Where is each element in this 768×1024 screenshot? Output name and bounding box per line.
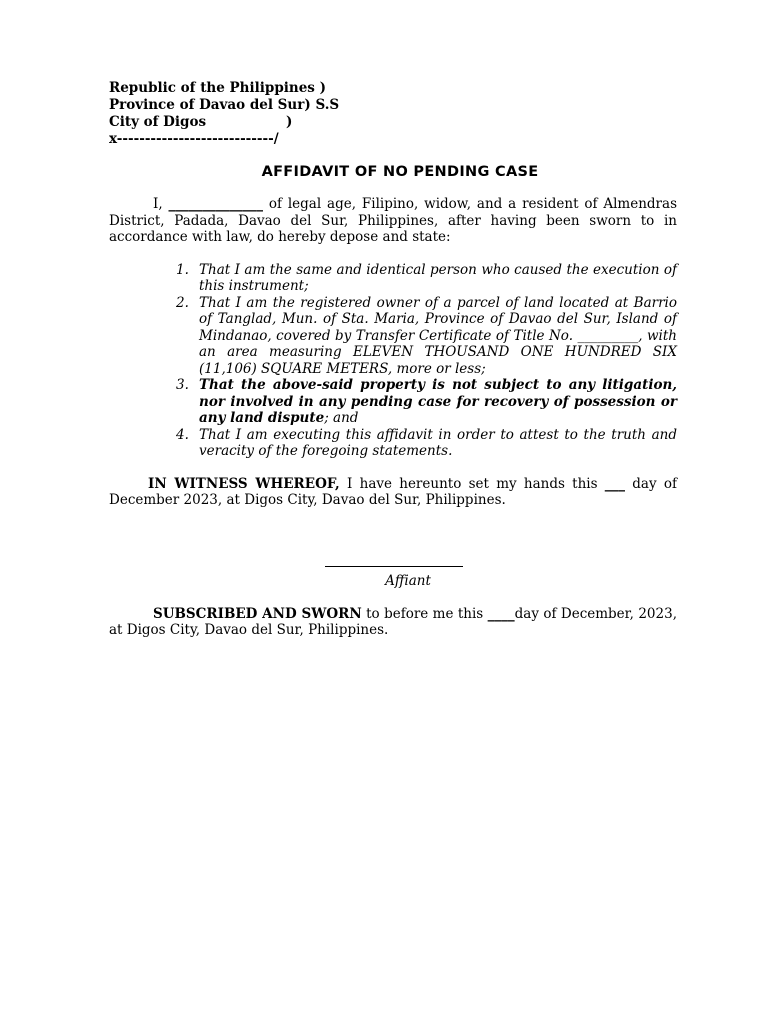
clause-text: That I am executing this affidavit in order to attest to the truth and veracity of the foregoing statements. <box>199 426 677 459</box>
jurat-text: to before me this <box>361 605 488 622</box>
document-title: AFFIDAVIT OF NO PENDING CASE <box>261 164 539 180</box>
venue-line-city: City of Digos ) <box>109 114 293 130</box>
clause-text: ; and <box>324 410 359 426</box>
affiant-label: Affiant <box>385 572 431 589</box>
witness-paragraph <box>109 476 677 509</box>
clause-text: That I am the same and identical person who caused the execution of this instrument; <box>199 261 677 294</box>
clause-number: 1. <box>176 261 189 278</box>
clause-number: 4. <box>176 426 189 443</box>
intro-prefix: I, <box>153 196 169 212</box>
clause-bold-text: That the above-said property is not subject to any litigation, nor involved in any pending case for recovery of possession or any land dispute <box>199 377 677 426</box>
jurat-text-end: day of December, 2023, at Digos City, Davao del Sur, Philippines. <box>109 605 677 638</box>
clause-item <box>109 262 677 295</box>
venue-line-separator: x----------------------------/ <box>109 131 279 147</box>
witness-text: I have hereunto set my hands this <box>339 475 605 492</box>
clause-list <box>109 262 677 460</box>
clause-item <box>109 295 677 378</box>
signature-line <box>325 558 463 567</box>
jurat-day-blank: ____ <box>487 605 515 622</box>
jurat-paragraph <box>109 606 677 639</box>
day-blank: ___ <box>604 475 626 492</box>
affiant-name-blank: ______________ <box>168 196 263 212</box>
intro-text: of legal age, Filipino, widow, and a resident of Almendras District, Padada, Davao del Sur, Philippines, after having been sworn to in accordance with law, do hereby depose and state: <box>109 196 677 245</box>
venue-line-republic: Republic of the Philippines ) <box>109 80 326 96</box>
jurat-lead: SUBSCRIBED AND SWORN <box>153 605 362 622</box>
venue-block <box>109 80 677 148</box>
intro-paragraph <box>109 196 677 246</box>
clause-item <box>109 427 677 460</box>
clause-number: 2. <box>176 294 189 311</box>
clause-item <box>109 377 677 427</box>
signature-block <box>111 555 677 589</box>
affidavit-page <box>109 80 677 652</box>
clause-text: That I am the registered owner of a parcel of land located at Barrio of Tanglad, Mun. of Sta. Maria, Province of Davao del Sur, Island of Mindanao, covered by Transfer Certificate of Title No. _________, with an area measuring ELEVEN THOUSAND ONE HUNDRED SIX (11,106) SQUARE METERS, more or less; <box>199 294 677 377</box>
venue-line-province: Province of Davao del Sur) S.S <box>109 97 340 113</box>
clause-number: 3. <box>176 377 189 393</box>
witness-lead: IN WITNESS WHEREOF, <box>148 475 340 492</box>
witness-text-end: day of December 2023, at Digos City, Davao del Sur, Philippines. <box>109 475 678 508</box>
